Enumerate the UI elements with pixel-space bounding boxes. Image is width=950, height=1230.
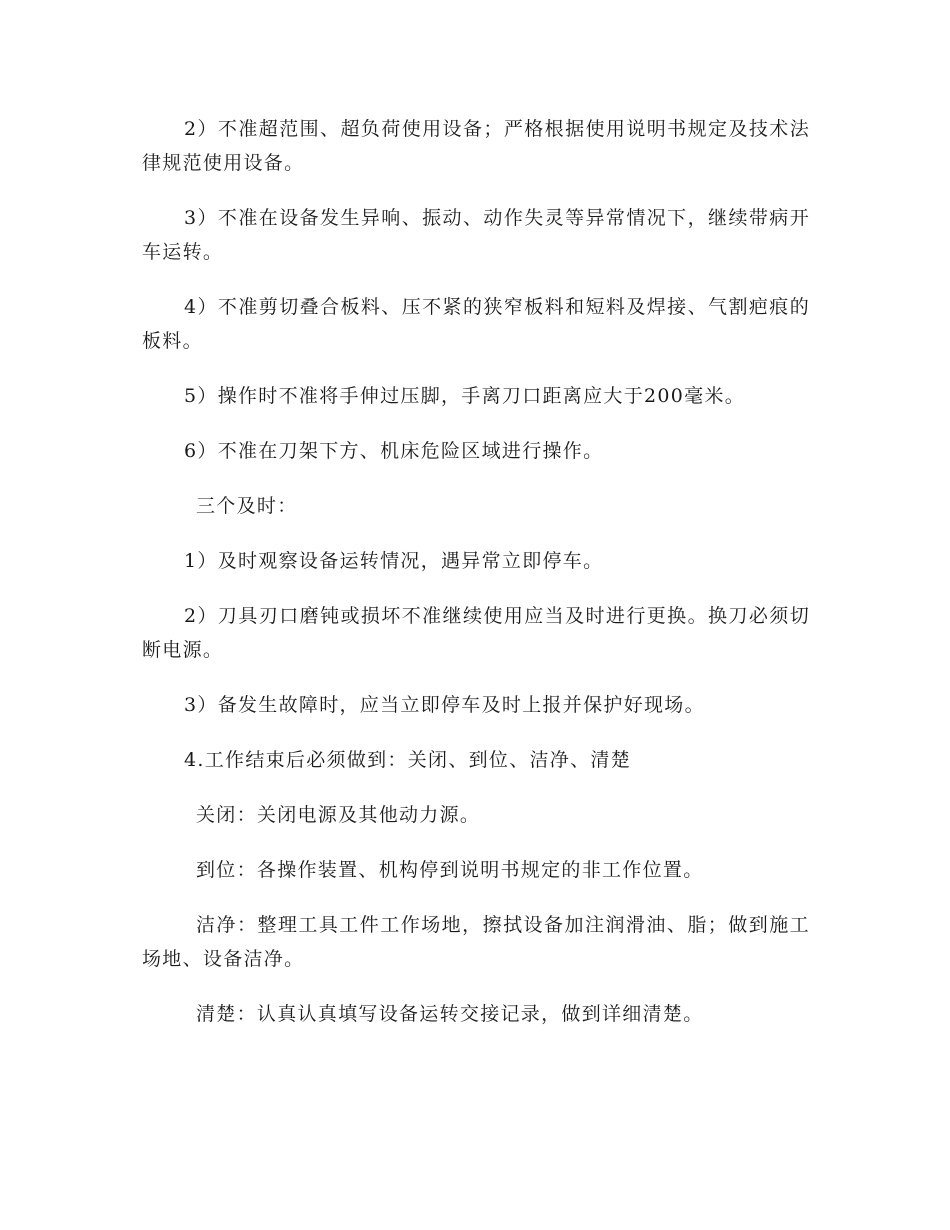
paragraph-rule-5: 5）操作时不准将手伸过压脚，手离刀口距离应大于200毫米。 [184,385,746,407]
paragraph-timely-2: 2）刀具刃口磨钝或损坏不准继续使用应当及时进行更换。换刀必须切断电源。 [142,605,810,661]
paragraph-timely-3: 3）备发生故障时，应当立即停车及时上报并保护好现场。 [184,694,705,716]
paragraph-close: 关闭：关闭电源及其他动力源。 [196,804,481,826]
paragraph-timely-1: 1）及时观察设备运转情况，遇异常立即停车。 [184,550,604,572]
paragraph-clear: 清楚：认真认真填写设备运转交接记录，做到详细清楚。 [196,1003,704,1025]
paragraph-rule-2: 2）不准超范围、超负荷使用设备；严格根据使用说明书规定及技术法律规范使用设备。 [142,118,810,174]
paragraph-rule-6: 6）不准在刀架下方、机床危险区域进行操作。 [184,440,604,462]
section-heading-after-work: 4.工作结束后必须做到：关闭、到位、洁净、清楚 [184,749,632,771]
paragraph-clean: 洁净：整理工具工件工作场地，擦拭设备加注润滑油、脂；做到施工场地、设备洁净。 [142,914,810,970]
section-heading-three-timely: 三个及时： [196,495,298,517]
document-body [142,112,810,1052]
paragraph-rule-3: 3）不准在设备发生异响、振动、动作失灵等异常情况下，继续带病开车运转。 [142,207,810,263]
paragraph-in-place: 到位：各操作装置、机构停到说明书规定的非工作位置。 [196,859,704,881]
paragraph-rule-4: 4）不准剪切叠合板料、压不紧的狭窄板料和短料及焊接、气割疤痕的板料。 [142,296,810,352]
